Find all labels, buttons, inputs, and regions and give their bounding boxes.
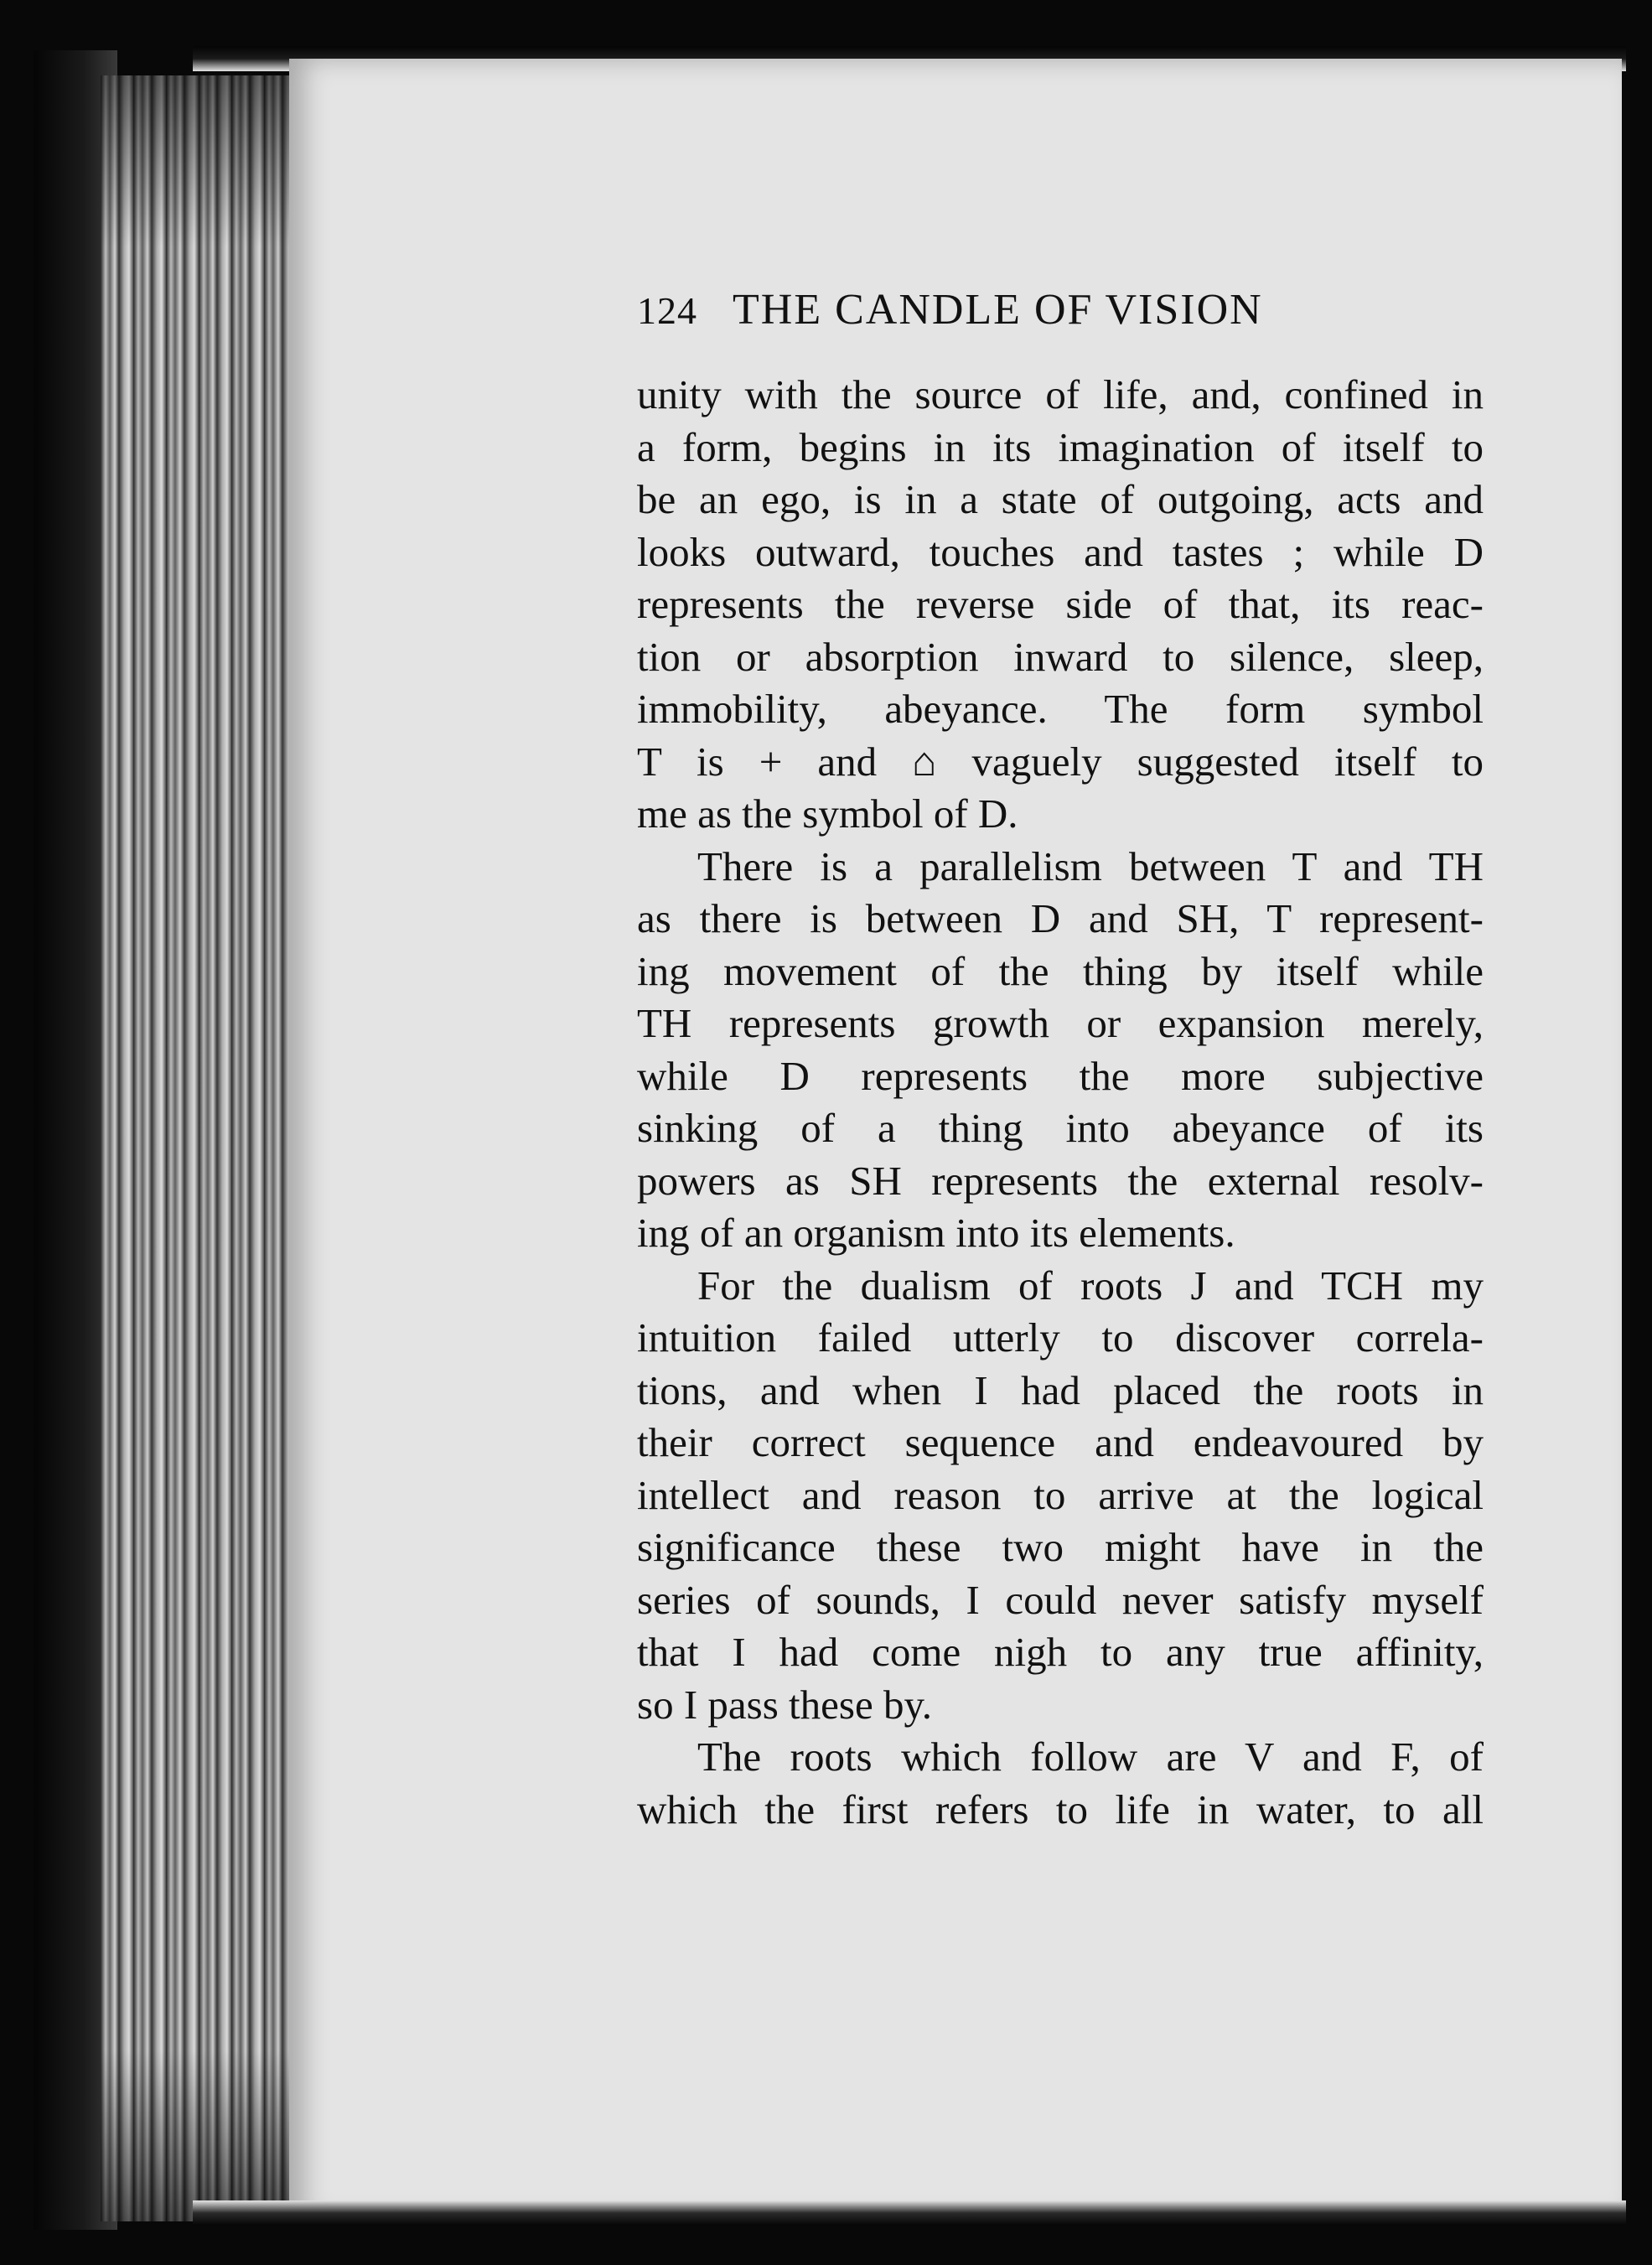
text-line: The roots which follow are V and F, of	[697, 1734, 1484, 1780]
text-line: For the dualism of roots J and TCH my	[697, 1262, 1484, 1309]
text-line: which the first refers to life in water, to all	[637, 1786, 1484, 1832]
text-line: me as the symbol of D.	[637, 790, 1018, 837]
text-line: significance these two might have in the	[637, 1524, 1484, 1570]
text-line: that I had come nigh to any true affinity,	[637, 1629, 1484, 1675]
running-title: THE CANDLE OF VISION	[733, 286, 1263, 334]
text-line: so I pass these by.	[637, 1681, 933, 1728]
paragraph	[637, 1260, 1484, 1732]
text-line: represents the reverse side of that, its reac-	[637, 581, 1484, 627]
text-line: a form, begins in its imagination of itself to	[637, 423, 1484, 470]
text-line: There is a parallelism between T and TH	[697, 842, 1484, 889]
page-bottom-edge	[193, 2200, 1626, 2226]
text-line: tions, and when I had placed the roots in	[637, 1366, 1484, 1413]
paragraph	[637, 841, 1484, 1260]
text-line: their correct sequence and endeavoured by	[637, 1419, 1484, 1465]
text-line: immobility, abeyance. The form symbol	[637, 686, 1484, 732]
text-line: series of sounds, I could never satisfy myself	[637, 1576, 1484, 1623]
page-number: 124	[637, 289, 697, 332]
text-line: as there is between D and SH, T represent-	[637, 895, 1484, 941]
text-line: intuition failed utterly to discover correla-	[637, 1314, 1484, 1361]
text-line: T is + and ⌂ vaguely suggested itself to	[637, 738, 1484, 785]
text-line: intellect and reason to arrive at the logical	[637, 1471, 1484, 1518]
text-line: sinking of a thing into abeyance of its	[637, 1105, 1484, 1151]
text-line: be an ego, is in a state of outgoing, acts and	[637, 476, 1484, 522]
page-header	[637, 285, 1475, 352]
text-line: powers as SH represents the external resolv-	[637, 1157, 1484, 1204]
body-text	[637, 369, 1484, 1836]
paragraph	[637, 1731, 1484, 1836]
page-edges	[101, 75, 318, 2221]
text-line: TH represents growth or expansion merely,	[637, 1000, 1484, 1046]
text-line: ing movement of the thing by itself while	[637, 947, 1484, 994]
text-line: looks outward, touches and tastes ; while D	[637, 528, 1484, 575]
text-line: unity with the source of life, and, confined in	[637, 371, 1484, 417]
text-line: tion or absorption inward to silence, sleep,	[637, 633, 1484, 680]
paragraph	[637, 369, 1484, 841]
text-line: while D represents the more subjective	[637, 1052, 1484, 1099]
text-line: ing of an organism into its elements.	[637, 1210, 1235, 1256]
